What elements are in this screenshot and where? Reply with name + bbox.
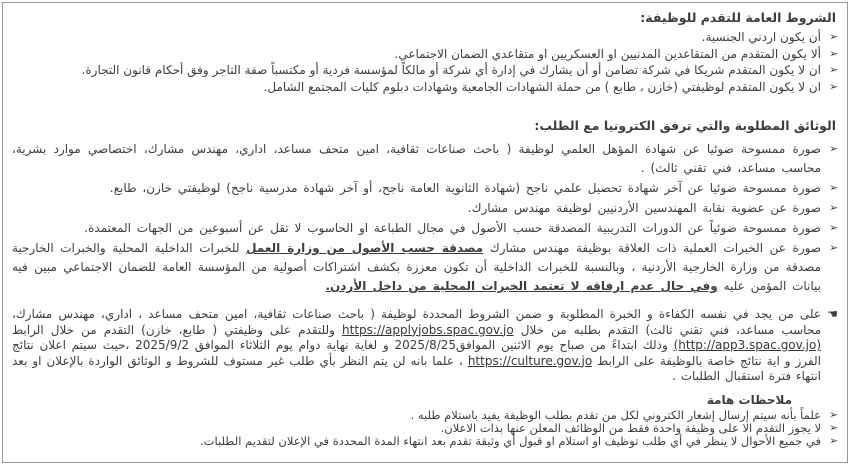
- text-run: على من يجد في نفسه الكفاءة و الخبرة المطلوبة و ضمن الشروط المحددة لوظيفة ( باحث صناعات ثقافية، امين متحف مساعد ، اداري، مهندس مشارك، محاسب مساعد، فني تقني ثالث) التقدم بطلبه من خلال: [12, 307, 821, 337]
- arrow-bullet-icon: ➢: [829, 31, 838, 43]
- text-run: صورة عن الخبرات العملية ذات العلاقة بوظيفة مهندس مشارك: [483, 241, 822, 255]
- hand-bullet-icon: ☚: [827, 307, 838, 321]
- conditions-title: الشروط العامة للتقدم للوظيفة:: [640, 10, 836, 25]
- document-item: [12, 239, 838, 296]
- arrow-bullet-icon: ➢: [829, 408, 838, 421]
- condition-item: [12, 62, 838, 79]
- condition-text: أن يكون اردني الجنسية.: [701, 30, 821, 44]
- arrow-bullet-icon: ➢: [829, 421, 838, 434]
- text-run: صورة ممسوحة ضوئيا عن آخر شهادة تحصيل علمي ناجح (شهادة الثانوية العامة ناجح، أو آخر شهادة مدرسية ناجح) لوظيفتي خازن، طابع.: [109, 181, 821, 195]
- condition-item: [12, 79, 838, 96]
- document-text: [12, 179, 821, 198]
- document-item: [12, 199, 838, 218]
- link[interactable]: (http://app3.spac.gov.jo): [673, 338, 821, 352]
- notes-section: [12, 393, 838, 448]
- note-item: [12, 435, 838, 448]
- condition-item: [12, 46, 838, 63]
- notes-title: ملاحظات هامة: [706, 392, 792, 407]
- arrow-bullet-icon: ➢: [829, 80, 838, 93]
- arrow-bullet-icon: ➢: [829, 222, 838, 234]
- condition-item: [12, 29, 838, 46]
- document-page: [2, 2, 848, 463]
- arrow-bullet-icon: ➢: [829, 202, 838, 214]
- text-run: صورة ممسوحة ضوئياً عن الدورات التدريبية المصدقة حسب الأصول في مجال الطباعة او الحاسوب لا تقل عن أسبوعين من الجهات المعتمدة.: [84, 221, 821, 235]
- note-item: [12, 422, 838, 435]
- note-text: في جميع الأحوال لا ينظر في أي طلب توظيف او استلام او قبول أي وثيقة تقدم بعد انتهاء المدة المحددة في الإعلان لتقديم الطلبات.: [200, 433, 821, 448]
- document-text: [12, 140, 821, 178]
- application-paragraph: [12, 307, 838, 385]
- arrow-bullet-icon: ➢: [829, 242, 838, 254]
- condition-text: ألا يكون المتقدم من المتقاعدين المدنيين او العسكريين او متقاعدي الضمان الاجتماعي.: [394, 46, 821, 61]
- note-text: لا يجوز التقدم الا على وظيفة واحدة فقط من الوظائف المعلن عنها بذات الاعلان.: [440, 420, 821, 435]
- document-text: [12, 199, 821, 218]
- arrow-bullet-icon: ➢: [829, 47, 838, 60]
- text-run: وللتقدم على وظيفتي ( طابع، خازن) التقدم من خلال الرابط: [12, 322, 343, 337]
- arrow-bullet-icon: ➢: [829, 64, 838, 76]
- link[interactable]: https://applyjobs.spac.gov.jo: [342, 322, 514, 337]
- note-item: [12, 409, 838, 422]
- documents-title: الوثائق المطلوبة والتي ترفق الكترونيا مع الطلب:: [534, 118, 836, 133]
- text-run: مصدقة حسب الأصول من وزارة العمل: [246, 241, 484, 255]
- document-text: [12, 219, 821, 238]
- text-run: ، علما بانه لن يتم النظر بأي طلب غير مستوف للشروط و الوثائق الواردة بالإعلان او بعد انتهاء فترة استقبال الطلبات .: [12, 353, 821, 383]
- document-item: [12, 140, 838, 178]
- arrow-bullet-icon: ➢: [829, 182, 838, 194]
- text-run: وذلك ابتداءً من صباح يوم الاثنين الموافق2025/8/25 و لغاية نهاية دوام يوم الثلاثاء الموافق 2025/9/2 ،حيث سيتم اعلان نتائج الفرز و اية نتائج خاصة بالوظيفة على الرابط: [12, 338, 821, 368]
- document-item: [12, 179, 838, 198]
- document-text: [12, 239, 821, 296]
- notes-list: [12, 409, 838, 448]
- condition-text: ان لا يكون المتقدم لوظيفتي (خازن ، طابع ) من حملة الشهادات الجامعية وشهادات دبلوم كليات المجتمع الشامل.: [263, 79, 821, 94]
- documents-list: [12, 140, 838, 296]
- document-item: [12, 219, 838, 238]
- text-run: وفي حال عدم ارفاقه لا تعتمد الخبرات المحلية من داخل الأردن.: [325, 279, 718, 293]
- note-text: علماً بأنه سيتم إرسال إشعار الكتروني لكل من تقدم بطلب الوظيفة يفيد باستلام طلبه .: [410, 407, 821, 422]
- conditions-list: [12, 29, 838, 95]
- arrow-bullet-icon: ➢: [829, 434, 838, 447]
- text-run: صورة ممسوحة ضوئيا عن شهادة المؤهل العلمي لوظيفة ( باحث صناعات ثقافية، امين متحف مساعد، اداري، مهندس مشارك، اختصاصي موارد بشرية، محاسب مساعد، فني تقني ثالث) .: [12, 142, 821, 175]
- text-run: للخبرات الداخلية المحلية والخبرات الخارجية مصدقة من وزارة الخارجية الأردنية ، وبالنسبة للخبرات الداخلية أن تكون معززة بكشف اشتراكات أصولية من المؤسسة العامة للضمان الاجتماعي مبين فيه بيانات المؤمن عليه: [12, 241, 821, 293]
- condition-text: ان لا يكون المتقدم شريكا في شركة تضامن أو أن يشارك في إدارة أي شركة أو مالكاً لمؤسسة فردية أو مكتسباً صفة التاجر وفق أحكام قانون التجارة.: [81, 63, 821, 77]
- application-text: [12, 307, 821, 385]
- arrow-bullet-icon: ➢: [829, 143, 838, 155]
- link[interactable]: https://culture.gov.jo: [467, 353, 593, 368]
- text-run: صورة عن عضوية نقابة المهندسين الأردنيين لوظيفة مهندس مشارك.: [467, 201, 821, 215]
